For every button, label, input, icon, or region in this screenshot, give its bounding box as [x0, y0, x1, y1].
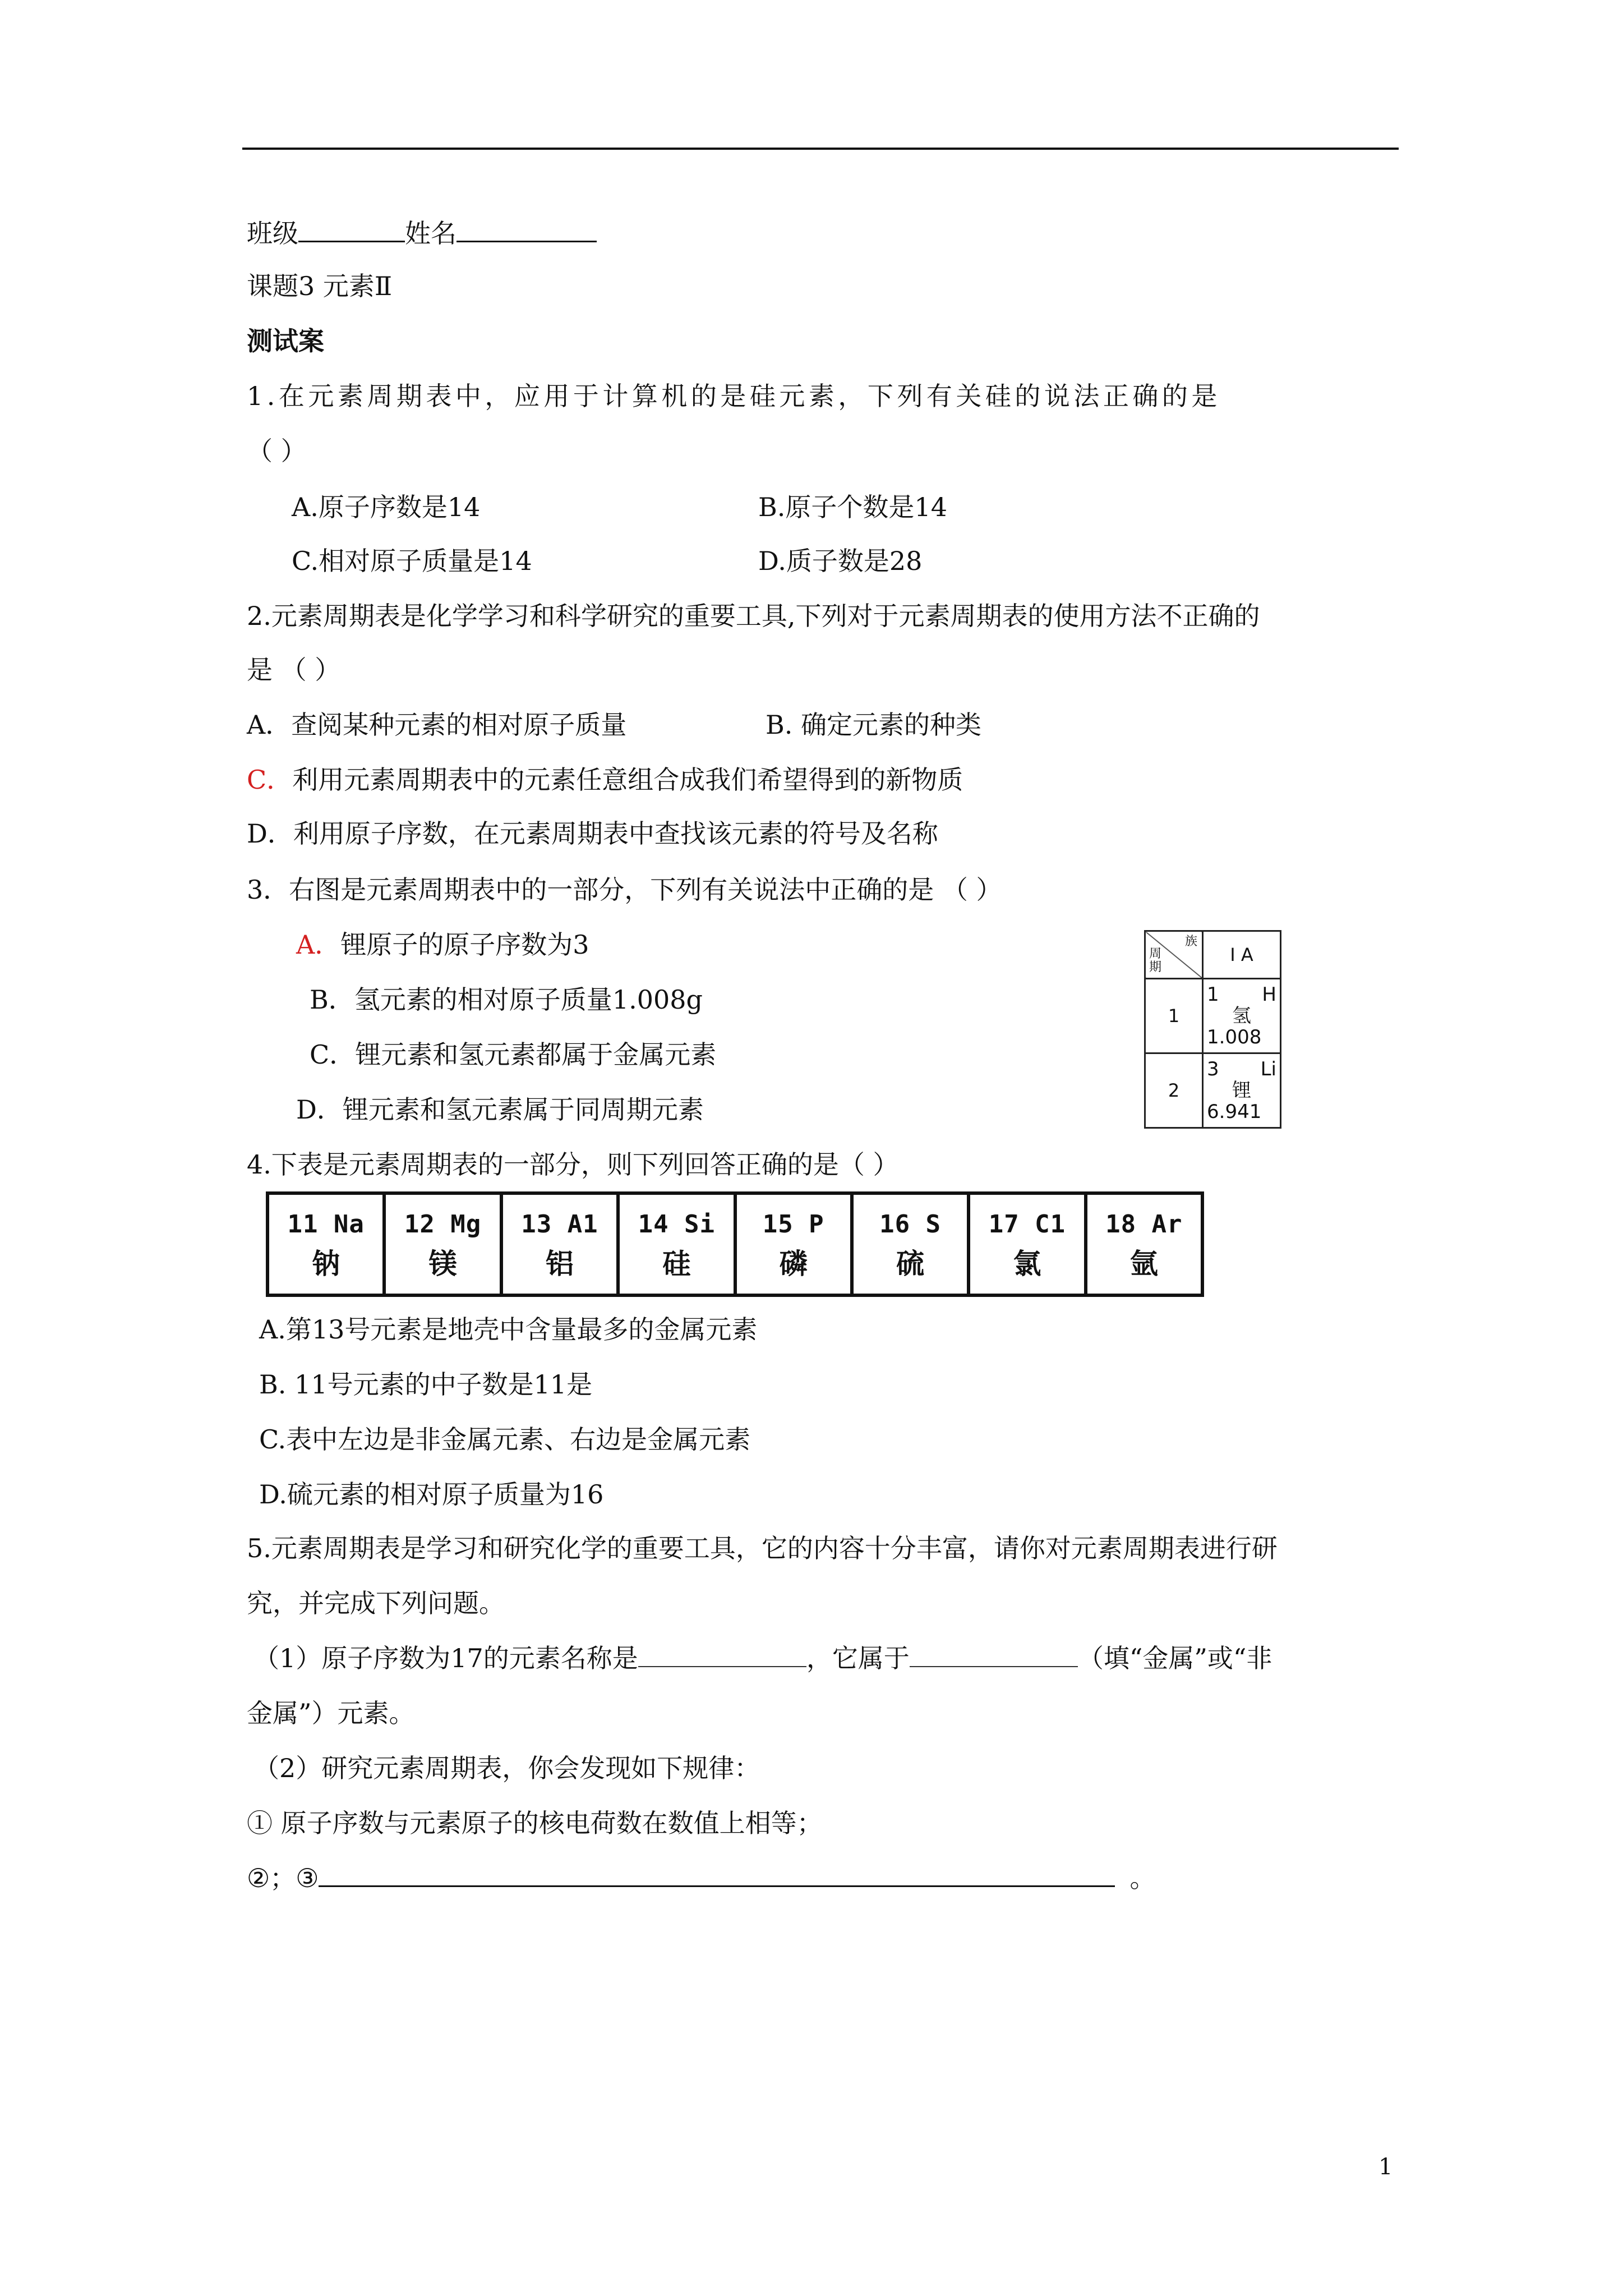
q2-option-c — [247, 763, 963, 797]
group-axis-label: 族 — [1184, 935, 1197, 949]
q5-part1 — [253, 1641, 1272, 1675]
element-cell — [268, 1193, 384, 1295]
q4-option-b: B. 11号元素的中子数是11是 — [259, 1369, 593, 1400]
q5-part2: （2）研究元素周期表，你会发现如下规律： — [253, 1753, 760, 1783]
q3-option-d: D．锂元素和氢元素属于同周期元素 — [296, 1094, 704, 1125]
element-cell — [969, 1193, 1085, 1295]
element-mass: 1.008 — [1207, 1026, 1262, 1048]
element-cell-hydrogen — [1203, 979, 1281, 1053]
element-number-symbol: 12 Mg — [404, 1210, 482, 1239]
q5-rule23 — [247, 1861, 1155, 1895]
element-number-symbol: 14 Si — [638, 1210, 716, 1239]
element-number-symbol: 11 Na — [287, 1210, 365, 1239]
q3-option-b: B．氢元素的相对原子质量1.008g — [310, 984, 703, 1015]
element-cell-lithium — [1203, 1053, 1281, 1128]
metal-type-answer-blank[interactable] — [910, 1666, 1078, 1667]
q5-part1-hint: （填“金属”或“非 — [1077, 1643, 1272, 1673]
element-cell — [1086, 1193, 1202, 1295]
q3-option-a-letter: A． — [296, 930, 341, 960]
element-number-symbol: 16 S — [879, 1210, 942, 1239]
element-name: 硅 — [662, 1248, 691, 1280]
q4-option-a: A.第13号元素是地壳中含量最多的金属元素 — [259, 1314, 758, 1345]
q2-stem-line2: 是 （ ） — [247, 655, 341, 685]
element-number: 1 — [1207, 983, 1219, 1006]
element-symbol: H — [1262, 983, 1276, 1006]
name-blank[interactable] — [457, 241, 597, 242]
q5-part1-prompt: （1）原子序数为17的元素名称是 — [253, 1643, 638, 1673]
group-header: I A — [1203, 931, 1281, 979]
lesson-title: 课题3 元素Ⅱ — [247, 271, 393, 301]
q4-option-d: D.硫元素的相对原子质量为16 — [259, 1479, 604, 1510]
class-name-line — [247, 217, 597, 250]
period-cell: 1 — [1145, 979, 1203, 1053]
q3-option-a-text: 锂原子的原子序数为3 — [340, 930, 589, 960]
element-number-symbol: 13 A1 — [521, 1210, 598, 1239]
q2-stem-line1: 2.元素周期表是化学学习和科学研究的重要工具,下列对于元素周期表的使用方法不正确的 — [247, 601, 1260, 631]
rules-answer-blank[interactable] — [319, 1885, 1115, 1887]
period-axis-label: 周期 — [1149, 947, 1162, 974]
element-cell — [501, 1193, 618, 1295]
q2-option-a: A．查阅某种元素的相对原子质量 — [247, 710, 627, 740]
q5-rule1: ① 原子序数与元素原子的核电荷数在数值上相等； — [247, 1808, 823, 1838]
element-name: 锂 — [1232, 1079, 1251, 1102]
class-blank[interactable] — [298, 241, 405, 242]
q1-option-b: B.原子个数是14 — [758, 492, 947, 522]
q1-option-c: C.相对原子质量是14 — [292, 546, 532, 576]
q3-option-c: C．锂元素和氢元素都属于金属元素 — [310, 1039, 717, 1070]
element-cell — [618, 1193, 735, 1295]
header-rule — [242, 148, 1399, 150]
q1-stem: 1.在元素周期表中，应用于计算机的是硅元素，下列有关硅的说法正确的是 — [247, 381, 1221, 411]
q4-option-c: C.表中左边是非金属元素、右边是金属元素 — [259, 1424, 751, 1455]
element-name: 钠 — [312, 1248, 340, 1280]
element-cell — [384, 1193, 501, 1295]
q5-stem-line1: 5.元素周期表是学习和研究化学的重要工具，它的内容十分丰富，请你对元素周期表进行研 — [247, 1533, 1278, 1563]
element-number: 3 — [1207, 1058, 1219, 1080]
q2-option-d: D．利用原子序数，在元素周期表中查找该元素的符号及名称 — [247, 818, 938, 849]
element-name: 镁 — [428, 1248, 457, 1280]
q5-end-mark: 。 — [1129, 1863, 1156, 1893]
period-cell: 2 — [1145, 1053, 1203, 1128]
element-name: 磷 — [779, 1248, 808, 1280]
name-label: 姓名 — [405, 218, 457, 249]
q5-rule23-label: ②；③ — [247, 1863, 319, 1893]
table-corner-header — [1145, 931, 1203, 979]
element-cell — [735, 1193, 852, 1295]
element-cell — [852, 1193, 969, 1295]
element-name: 氢 — [1232, 1005, 1251, 1027]
q5-part1-line2: 金属”）元素。 — [247, 1698, 415, 1728]
q5-stem-line2: 究，并完成下列问题。 — [247, 1588, 505, 1618]
element-symbol: Li — [1260, 1058, 1276, 1080]
element-name: 铝 — [545, 1248, 574, 1280]
element-mass: 6.941 — [1207, 1101, 1262, 1123]
class-label: 班级 — [247, 218, 298, 249]
q4-stem: 4.下表是元素周期表的一部分，则下列回答正确的是（ ） — [247, 1149, 899, 1180]
period-3-table — [266, 1191, 1204, 1297]
q3-option-a — [296, 928, 589, 961]
element-number-symbol: 15 P — [762, 1210, 824, 1239]
q3-stem: 3．右图是元素周期表中的一部分，下列有关说法中正确的是 （ ） — [247, 875, 1002, 905]
element-name: 氩 — [1129, 1248, 1158, 1280]
q2-option-c-text: 利用元素周期表中的元素任意组合成我们希望得到的新物质 — [292, 765, 963, 795]
element-number-symbol: 18 Ar — [1105, 1210, 1183, 1239]
element-number-symbol: 17 C1 — [988, 1210, 1066, 1239]
q1-option-a: A.原子序数是14 — [292, 492, 481, 522]
section-title: 测试案 — [247, 326, 324, 356]
element-name: 氯 — [1013, 1248, 1041, 1280]
element-name-answer-blank[interactable] — [638, 1666, 806, 1667]
q5-part1-mid: ，它属于 — [806, 1643, 910, 1673]
page-number: 1 — [1378, 2154, 1393, 2180]
q2-option-b: B. 确定元素的种类 — [766, 710, 982, 740]
q1-paren: （ ） — [247, 436, 307, 466]
q2-option-c-letter: C． — [247, 765, 293, 795]
element-name: 硫 — [896, 1248, 925, 1280]
q1-option-d: D.质子数是28 — [758, 546, 923, 576]
periodic-table-fragment — [1144, 930, 1281, 1129]
